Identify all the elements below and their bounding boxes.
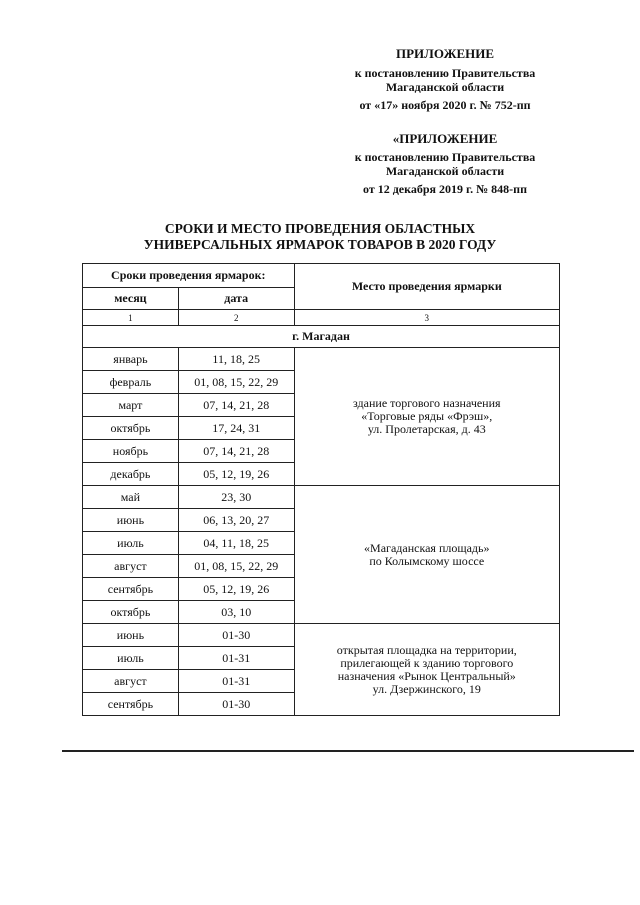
month-cell: ноябрь bbox=[83, 440, 179, 463]
month-cell: июнь bbox=[83, 624, 179, 647]
appendix-quoted-line-3: от 12 декабря 2019 г. № 848-пп bbox=[362, 182, 527, 196]
appendix-line-3: от «17» ноября 2020 г. № 752-пп bbox=[359, 98, 531, 112]
place-line: «Торговые ряды «Фрэш», bbox=[361, 409, 493, 423]
month-cell: сентябрь bbox=[83, 693, 179, 716]
appendix-quoted-line-2: Магаданской области bbox=[385, 164, 505, 178]
document-title-line-1: СРОКИ И МЕСТО ПРОВЕДЕНИЯ ОБЛАСТНЫХ bbox=[164, 221, 476, 236]
table-row bbox=[83, 624, 560, 647]
column-number: 1 bbox=[83, 310, 179, 326]
dates-cell: 01-31 bbox=[178, 647, 294, 670]
header-place: Место проведения ярмарки bbox=[294, 264, 559, 310]
table-body bbox=[83, 348, 560, 716]
place-line: «Магаданская площадь» bbox=[364, 540, 490, 555]
month-cell: июнь bbox=[83, 509, 179, 532]
dates-cell: 05, 12, 19, 26 bbox=[178, 578, 294, 601]
month-cell: июль bbox=[83, 532, 179, 555]
document-title-line-2: УНИВЕРСАЛЬНЫХ ЯРМАРОК ТОВАРОВ В 2020 ГОДУ bbox=[143, 237, 497, 252]
month-cell: август bbox=[83, 555, 179, 578]
table-row bbox=[83, 486, 560, 509]
place-line: прилегающей к зданию торгового bbox=[340, 655, 514, 670]
dates-cell: 07, 14, 21, 28 bbox=[178, 394, 294, 417]
month-cell: октябрь bbox=[83, 601, 179, 624]
dates-cell: 01-31 bbox=[178, 670, 294, 693]
dates-cell: 23, 30 bbox=[178, 486, 294, 509]
place-line: открытая площадка на территории, bbox=[336, 642, 517, 657]
month-cell: декабрь bbox=[83, 463, 179, 486]
place-cell bbox=[294, 486, 559, 624]
month-cell: сентябрь bbox=[83, 578, 179, 601]
place-cell bbox=[294, 624, 559, 716]
dates-cell: 05, 12, 19, 26 bbox=[178, 463, 294, 486]
dates-cell: 01-30 bbox=[178, 624, 294, 647]
fair-schedule-table bbox=[82, 263, 560, 716]
column-number: 3 bbox=[294, 310, 559, 326]
month-cell: июль bbox=[83, 647, 179, 670]
dates-cell: 17, 24, 31 bbox=[178, 417, 294, 440]
place-line: назначения «Рынок Центральный» bbox=[337, 668, 516, 683]
month-cell: март bbox=[83, 394, 179, 417]
place-cell bbox=[294, 348, 559, 486]
city-row: г. Магадан bbox=[83, 326, 560, 348]
appendix-title: ПРИЛОЖЕНИЕ bbox=[395, 46, 495, 61]
place-line: ул. Пролетарская, д. 43 bbox=[367, 422, 486, 436]
dates-cell: 11, 18, 25 bbox=[178, 348, 294, 371]
header-dates: Сроки проведения ярмарок: bbox=[83, 264, 295, 288]
dates-cell: 04, 11, 18, 25 bbox=[178, 532, 294, 555]
month-cell: август bbox=[83, 670, 179, 693]
month-cell: январь bbox=[83, 348, 179, 371]
month-cell: май bbox=[83, 486, 179, 509]
dates-cell: 03, 10 bbox=[178, 601, 294, 624]
page-divider bbox=[62, 750, 634, 752]
header-date: дата bbox=[178, 288, 294, 310]
dates-cell: 06, 13, 20, 27 bbox=[178, 509, 294, 532]
appendix-quoted-title: «ПРИЛОЖЕНИЕ bbox=[392, 131, 498, 146]
dates-cell: 01, 08, 15, 22, 29 bbox=[178, 371, 294, 394]
appendix-line-1: к постановлению Правительства bbox=[354, 66, 536, 80]
place-line: здание торгового назначения bbox=[353, 396, 501, 410]
appendix-line-2: Магаданской области bbox=[385, 80, 505, 94]
document-title bbox=[90, 221, 550, 253]
dates-cell: 01, 08, 15, 22, 29 bbox=[178, 555, 294, 578]
column-number: 2 bbox=[178, 310, 294, 326]
month-cell: февраль bbox=[83, 371, 179, 394]
month-cell: октябрь bbox=[83, 417, 179, 440]
place-line: ул. Дзержинского, 19 bbox=[372, 681, 481, 696]
table-row bbox=[83, 348, 560, 371]
header-month: месяц bbox=[83, 288, 179, 310]
dates-cell: 07, 14, 21, 28 bbox=[178, 440, 294, 463]
dates-cell: 01-30 bbox=[178, 693, 294, 716]
place-line: по Колымскому шоссе bbox=[369, 553, 485, 568]
appendix-quoted-line-1: к постановлению Правительства bbox=[354, 150, 536, 164]
